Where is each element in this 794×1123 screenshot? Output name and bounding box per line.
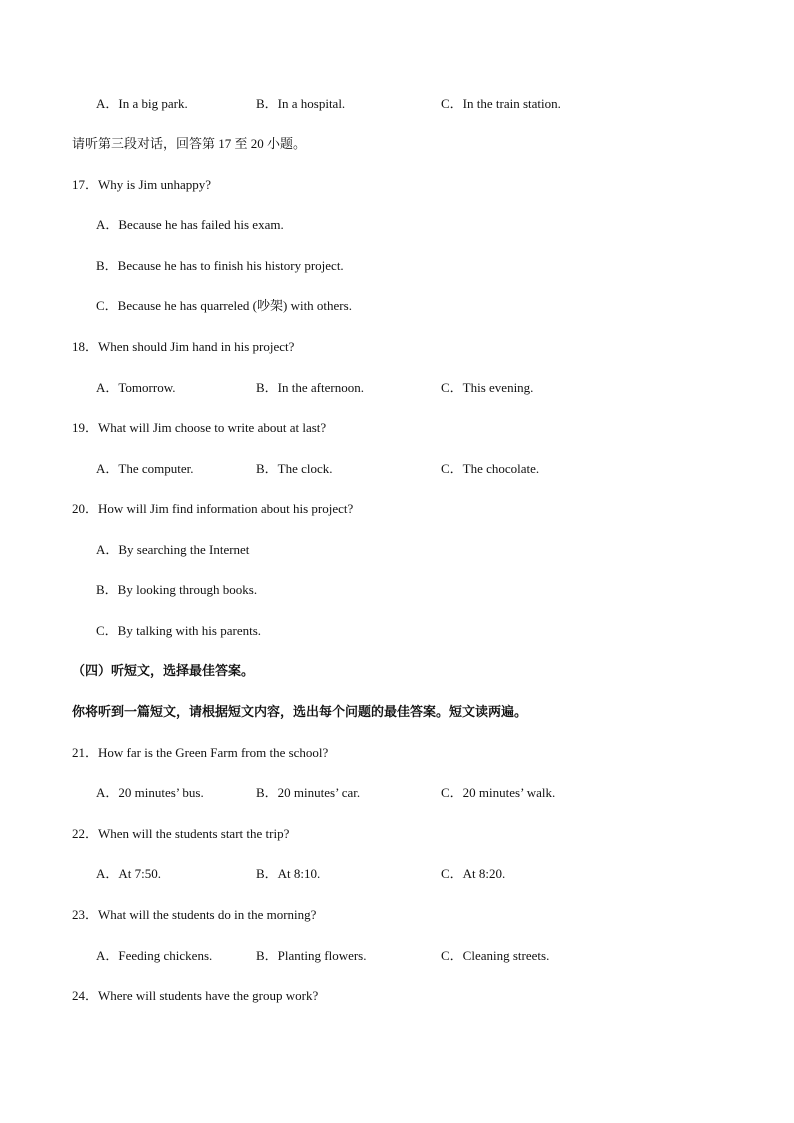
q22-option-a: A．At 7:50. [96,866,162,881]
q17-option-b: B．Because he has to finish his history project. [96,258,344,273]
question-20: 20．How will Jim find information about his project? [72,501,354,516]
q22-option-c: C．At 8:20. [441,866,506,881]
question-23: 23．What will the students do in the morning? [72,907,317,922]
q18-option-b: B．In the afternoon. [256,380,364,395]
question-18: 18．When should Jim hand in his project? [72,339,295,354]
question-17: 17．Why is Jim unhappy? [72,177,212,192]
q19-option-c: C．The chocolate. [441,461,540,476]
question-19: 19．What will Jim choose to write about at last? [72,420,327,435]
q17-option-c: C．Because he has quarreled (吵架) with others. [96,298,352,313]
question-22: 22．When will the students start the trip? [72,826,290,841]
q20-option-b: B．By looking through books. [96,582,258,597]
q23-option-b: B．Planting flowers. [256,948,367,963]
part4-heading: （四）听短文，选择最佳答案。 [72,663,255,678]
q20-option-c: C．By talking with his parents. [96,623,262,638]
part4-instructions: 你将听到一篇短文，请根据短文内容，选出每个问题的最佳答案。短文读两遍。 [72,704,528,719]
q21-option-a: A．20 minutes’ bus. [96,785,204,800]
option-c: C．In the train station. [441,96,561,111]
option-b: B．In a hospital. [256,96,346,111]
q23-option-a: A．Feeding chickens. [96,948,213,963]
q18-option-c: C．This evening. [441,380,534,395]
q22-option-b: B．At 8:10. [256,866,321,881]
option-a: A．In a big park. [96,96,188,111]
q18-option-a: A．Tomorrow. [96,380,176,395]
q17-option-a: A．Because he has failed his exam. [96,217,284,232]
q23-option-c: C．Cleaning streets. [441,948,550,963]
question-21: 21．How far is the Green Farm from the school? [72,745,329,760]
q19-option-a: A．The computer. [96,461,194,476]
question-24: 24．Where will students have the group work? [72,988,319,1003]
section-instruction: 请听第三段对话，回答第 17 至 20 小题。 [72,136,307,151]
q21-option-c: C．20 minutes’ walk. [441,785,556,800]
q19-option-b: B．The clock. [256,461,333,476]
q20-option-a: A．By searching the Internet [96,542,250,557]
q21-option-b: B．20 minutes’ car. [256,785,361,800]
